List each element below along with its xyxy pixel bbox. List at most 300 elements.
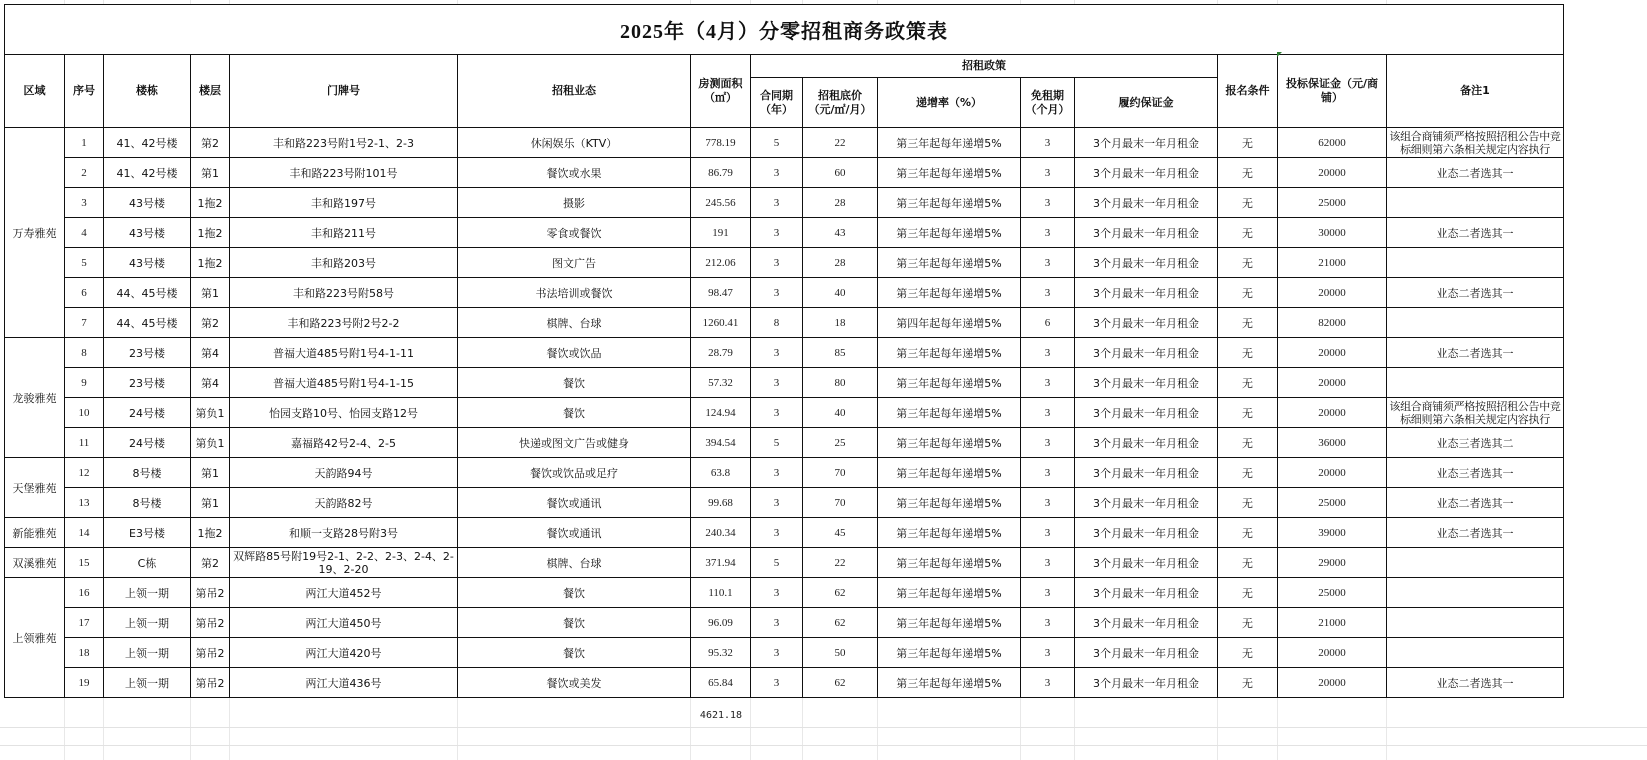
- row-price: 70: [803, 488, 878, 518]
- row-free-period: 3: [1021, 218, 1075, 248]
- row-area: 240.34: [691, 518, 751, 548]
- row-free-period: 3: [1021, 188, 1075, 218]
- row-seq: 6: [65, 278, 104, 308]
- row-building: C栋: [104, 548, 191, 578]
- row-performance-deposit: 3个月最末一年月租金: [1075, 398, 1218, 428]
- row-floor: 第负1: [191, 428, 230, 458]
- row-note: 业态二者选其一: [1387, 158, 1564, 188]
- row-eligibility: 无: [1218, 278, 1278, 308]
- row-price: 70: [803, 458, 878, 488]
- row-increase: 第三年起每年递增5%: [878, 188, 1021, 218]
- row-price: 40: [803, 398, 878, 428]
- row-note: [1387, 248, 1564, 278]
- header-eligibility: 报名条件: [1218, 55, 1278, 128]
- row-term: 3: [751, 158, 803, 188]
- row-floor: 第1: [191, 458, 230, 488]
- row-bid-deposit: 25000: [1278, 488, 1387, 518]
- header-floor: 楼层: [191, 55, 230, 128]
- row-free-period: 3: [1021, 248, 1075, 278]
- row-price: 40: [803, 278, 878, 308]
- row-free-period: 3: [1021, 278, 1075, 308]
- row-area: 28.79: [691, 338, 751, 368]
- row-increase: 第三年起每年递增5%: [878, 608, 1021, 638]
- row-performance-deposit: 3个月最末一年月租金: [1075, 428, 1218, 458]
- row-address: 两江大道452号: [230, 578, 458, 608]
- row-increase: 第三年起每年递增5%: [878, 158, 1021, 188]
- row-area: 95.32: [691, 638, 751, 668]
- row-eligibility: 无: [1218, 488, 1278, 518]
- row-term: 3: [751, 518, 803, 548]
- row-business: 餐饮: [458, 398, 691, 428]
- row-price: 28: [803, 248, 878, 278]
- row-seq: 11: [65, 428, 104, 458]
- row-area: 778.19: [691, 128, 751, 158]
- row-floor: 1拖2: [191, 188, 230, 218]
- row-increase: 第三年起每年递增5%: [878, 368, 1021, 398]
- row-business: 餐饮或通讯: [458, 488, 691, 518]
- row-seq: 3: [65, 188, 104, 218]
- row-note: [1387, 608, 1564, 638]
- row-free-period: 3: [1021, 128, 1075, 158]
- row-increase: 第三年起每年递增5%: [878, 428, 1021, 458]
- row-business: 图文广告: [458, 248, 691, 278]
- row-note: [1387, 368, 1564, 398]
- row-term: 8: [751, 308, 803, 338]
- header-increase: 递增率（%）: [878, 78, 1021, 128]
- row-eligibility: 无: [1218, 158, 1278, 188]
- row-eligibility: 无: [1218, 608, 1278, 638]
- row-term: 5: [751, 128, 803, 158]
- row-free-period: 3: [1021, 608, 1075, 638]
- row-floor: 第4: [191, 338, 230, 368]
- row-price: 62: [803, 608, 878, 638]
- table-row: [5, 188, 1564, 218]
- row-free-period: 3: [1021, 398, 1075, 428]
- row-seq: 13: [65, 488, 104, 518]
- row-area: 1260.41: [691, 308, 751, 338]
- row-building: 23号楼: [104, 368, 191, 398]
- row-term: 3: [751, 638, 803, 668]
- row-performance-deposit: 3个月最末一年月租金: [1075, 158, 1218, 188]
- row-address: 丰和路211号: [230, 218, 458, 248]
- row-seq: 15: [65, 548, 104, 578]
- row-free-period: 3: [1021, 368, 1075, 398]
- row-price: 28: [803, 188, 878, 218]
- row-floor: 第吊2: [191, 638, 230, 668]
- row-eligibility: 无: [1218, 248, 1278, 278]
- row-free-period: 3: [1021, 458, 1075, 488]
- row-bid-deposit: 20000: [1278, 638, 1387, 668]
- row-seq: 12: [65, 458, 104, 488]
- row-price: 62: [803, 578, 878, 608]
- row-area: 63.8: [691, 458, 751, 488]
- row-business: 书法培训或餐饮: [458, 278, 691, 308]
- table-row: [5, 248, 1564, 278]
- row-address: 天韵路94号: [230, 458, 458, 488]
- row-note: 业态三者选其二: [1387, 428, 1564, 458]
- row-increase: 第三年起每年递增5%: [878, 578, 1021, 608]
- row-term: 3: [751, 578, 803, 608]
- row-business: 餐饮: [458, 368, 691, 398]
- row-floor: 第4: [191, 368, 230, 398]
- row-building: 43号楼: [104, 188, 191, 218]
- row-area: 245.56: [691, 188, 751, 218]
- row-floor: 第1: [191, 158, 230, 188]
- row-building: 上领一期: [104, 668, 191, 698]
- row-building: 41、42号楼: [104, 128, 191, 158]
- header-term: 合同期（年）: [751, 78, 803, 128]
- row-note: [1387, 578, 1564, 608]
- table-row: [5, 428, 1564, 458]
- zone-cell: 双溪雅苑: [5, 548, 65, 578]
- row-business: 棋牌、台球: [458, 548, 691, 578]
- row-building: 24号楼: [104, 428, 191, 458]
- zone-cell: 万寿雅苑: [5, 128, 65, 338]
- row-business: 棋牌、台球: [458, 308, 691, 338]
- table-row: [5, 338, 1564, 368]
- row-building: 44、45号楼: [104, 308, 191, 338]
- row-term: 3: [751, 248, 803, 278]
- row-eligibility: 无: [1218, 638, 1278, 668]
- row-price: 18: [803, 308, 878, 338]
- row-floor: 第1: [191, 488, 230, 518]
- row-price: 60: [803, 158, 878, 188]
- row-address: 普福大道485号附1号4-1-15: [230, 368, 458, 398]
- row-business: 餐饮: [458, 608, 691, 638]
- row-address: 丰和路223号附1号2-1、2-3: [230, 128, 458, 158]
- row-building: 43号楼: [104, 248, 191, 278]
- row-address: 两江大道450号: [230, 608, 458, 638]
- row-increase: 第三年起每年递增5%: [878, 248, 1021, 278]
- table-row: [5, 608, 1564, 638]
- row-building: 23号楼: [104, 338, 191, 368]
- table-row: [5, 578, 1564, 608]
- row-bid-deposit: 20000: [1278, 158, 1387, 188]
- row-note: 业态二者选其一: [1387, 278, 1564, 308]
- policy-table: [4, 4, 1564, 698]
- row-eligibility: 无: [1218, 458, 1278, 488]
- row-seq: 14: [65, 518, 104, 548]
- row-seq: 5: [65, 248, 104, 278]
- table-row: [5, 368, 1564, 398]
- row-free-period: 3: [1021, 638, 1075, 668]
- row-price: 45: [803, 518, 878, 548]
- row-area: 371.94: [691, 548, 751, 578]
- row-bid-deposit: 29000: [1278, 548, 1387, 578]
- row-note: [1387, 308, 1564, 338]
- row-floor: 第2: [191, 128, 230, 158]
- row-performance-deposit: 3个月最末一年月租金: [1075, 368, 1218, 398]
- row-eligibility: 无: [1218, 668, 1278, 698]
- row-free-period: 3: [1021, 428, 1075, 458]
- row-floor: 1拖2: [191, 218, 230, 248]
- row-bid-deposit: 20000: [1278, 278, 1387, 308]
- row-bid-deposit: 39000: [1278, 518, 1387, 548]
- row-performance-deposit: 3个月最末一年月租金: [1075, 188, 1218, 218]
- row-eligibility: 无: [1218, 428, 1278, 458]
- row-free-period: 3: [1021, 548, 1075, 578]
- row-term: 3: [751, 608, 803, 638]
- row-area: 86.79: [691, 158, 751, 188]
- header-note: 备注1: [1387, 55, 1564, 128]
- row-building: 44、45号楼: [104, 278, 191, 308]
- row-eligibility: 无: [1218, 218, 1278, 248]
- zone-cell: 龙骏雅苑: [5, 338, 65, 458]
- row-address: 和顺一支路28号附3号: [230, 518, 458, 548]
- header-area: 房测面积（㎡）: [691, 55, 751, 128]
- row-performance-deposit: 3个月最末一年月租金: [1075, 488, 1218, 518]
- row-term: 3: [751, 218, 803, 248]
- row-note: 业态二者选其一: [1387, 668, 1564, 698]
- row-floor: 第负1: [191, 398, 230, 428]
- row-increase: 第三年起每年递增5%: [878, 218, 1021, 248]
- row-address: 丰和路223号附58号: [230, 278, 458, 308]
- row-performance-deposit: 3个月最末一年月租金: [1075, 638, 1218, 668]
- row-seq: 18: [65, 638, 104, 668]
- row-seq: 1: [65, 128, 104, 158]
- row-performance-deposit: 3个月最末一年月租金: [1075, 278, 1218, 308]
- row-bid-deposit: 20000: [1278, 368, 1387, 398]
- row-business: 餐饮或通讯: [458, 518, 691, 548]
- row-eligibility: 无: [1218, 188, 1278, 218]
- row-increase: 第三年起每年递增5%: [878, 128, 1021, 158]
- header-performance-deposit: 履约保证金: [1075, 78, 1218, 128]
- row-performance-deposit: 3个月最末一年月租金: [1075, 668, 1218, 698]
- row-term: 5: [751, 548, 803, 578]
- header-address: 门牌号: [230, 55, 458, 128]
- row-increase: 第三年起每年递增5%: [878, 548, 1021, 578]
- row-term: 3: [751, 668, 803, 698]
- row-bid-deposit: 25000: [1278, 188, 1387, 218]
- row-performance-deposit: 3个月最末一年月租金: [1075, 458, 1218, 488]
- row-seq: 19: [65, 668, 104, 698]
- row-area: 394.54: [691, 428, 751, 458]
- row-business: 摄影: [458, 188, 691, 218]
- row-free-period: 3: [1021, 668, 1075, 698]
- row-bid-deposit: 21000: [1278, 608, 1387, 638]
- sheet-gridline: [0, 727, 1647, 728]
- row-area: 212.06: [691, 248, 751, 278]
- row-address: 天韵路82号: [230, 488, 458, 518]
- row-eligibility: 无: [1218, 128, 1278, 158]
- row-performance-deposit: 3个月最末一年月租金: [1075, 548, 1218, 578]
- row-term: 3: [751, 398, 803, 428]
- row-term: 3: [751, 188, 803, 218]
- row-business: 快递或图文广告或健身: [458, 428, 691, 458]
- row-free-period: 3: [1021, 518, 1075, 548]
- row-business: 餐饮或饮品或足疗: [458, 458, 691, 488]
- row-area: 57.32: [691, 368, 751, 398]
- row-free-period: 3: [1021, 158, 1075, 188]
- row-address: 普福大道485号附1号4-1-11: [230, 338, 458, 368]
- row-increase: 第三年起每年递增5%: [878, 338, 1021, 368]
- row-bid-deposit: 82000: [1278, 308, 1387, 338]
- row-free-period: 6: [1021, 308, 1075, 338]
- row-business: 休闲娱乐（KTV）: [458, 128, 691, 158]
- sheet-gridline: [0, 745, 1647, 746]
- row-area: 124.94: [691, 398, 751, 428]
- table-row: [5, 668, 1564, 698]
- page-title: 2025年（4月）分零招租商务政策表: [5, 5, 1564, 55]
- row-note: 业态二者选其一: [1387, 338, 1564, 368]
- header-free-period: 免租期（个月）: [1021, 78, 1075, 128]
- row-eligibility: 无: [1218, 518, 1278, 548]
- row-business: 餐饮: [458, 578, 691, 608]
- row-increase: 第三年起每年递增5%: [878, 398, 1021, 428]
- row-note: 业态二者选其一: [1387, 218, 1564, 248]
- row-building: 43号楼: [104, 218, 191, 248]
- row-bid-deposit: 20000: [1278, 668, 1387, 698]
- row-price: 50: [803, 638, 878, 668]
- row-building: E3号楼: [104, 518, 191, 548]
- row-building: 8号楼: [104, 488, 191, 518]
- row-address: 丰和路223号附2号2-2: [230, 308, 458, 338]
- table-row: [5, 488, 1564, 518]
- row-increase: 第三年起每年递增5%: [878, 488, 1021, 518]
- row-bid-deposit: 20000: [1278, 398, 1387, 428]
- row-term: 5: [751, 428, 803, 458]
- row-bid-deposit: 30000: [1278, 218, 1387, 248]
- zone-cell: 天堡雅苑: [5, 458, 65, 518]
- table-row: [5, 548, 1564, 578]
- row-floor: 第2: [191, 308, 230, 338]
- row-building: 上领一期: [104, 638, 191, 668]
- row-building: 上领一期: [104, 608, 191, 638]
- row-performance-deposit: 3个月最末一年月租金: [1075, 128, 1218, 158]
- row-floor: 第1: [191, 278, 230, 308]
- header-bid-deposit: 投标保证金（元/商铺）: [1278, 55, 1387, 128]
- row-seq: 10: [65, 398, 104, 428]
- row-building: 41、42号楼: [104, 158, 191, 188]
- row-performance-deposit: 3个月最末一年月租金: [1075, 338, 1218, 368]
- row-bid-deposit: 21000: [1278, 248, 1387, 278]
- row-increase: 第三年起每年递增5%: [878, 458, 1021, 488]
- row-price: 22: [803, 128, 878, 158]
- row-term: 3: [751, 278, 803, 308]
- row-eligibility: 无: [1218, 338, 1278, 368]
- row-seq: 17: [65, 608, 104, 638]
- row-seq: 16: [65, 578, 104, 608]
- table-row: [5, 458, 1564, 488]
- row-area: 191: [691, 218, 751, 248]
- comment-marker-icon: [1277, 52, 1282, 57]
- row-address: 怡园支路10号、怡园支路12号: [230, 398, 458, 428]
- row-area: 110.1: [691, 578, 751, 608]
- table-row: [5, 518, 1564, 548]
- row-eligibility: 无: [1218, 578, 1278, 608]
- row-increase: 第三年起每年递增5%: [878, 278, 1021, 308]
- row-address: 丰和路223号附101号: [230, 158, 458, 188]
- row-business: 餐饮或美发: [458, 668, 691, 698]
- row-bid-deposit: 20000: [1278, 458, 1387, 488]
- row-building: 8号楼: [104, 458, 191, 488]
- row-performance-deposit: 3个月最末一年月租金: [1075, 518, 1218, 548]
- table-row: [5, 638, 1564, 668]
- row-free-period: 3: [1021, 338, 1075, 368]
- row-performance-deposit: 3个月最末一年月租金: [1075, 308, 1218, 338]
- row-note: 业态二者选其一: [1387, 488, 1564, 518]
- row-note: 业态三者选其一: [1387, 458, 1564, 488]
- row-address: 双辉路85号附19号2-1、2-2、2-3、2-4、2-19、2-20: [230, 548, 458, 578]
- row-area: 99.68: [691, 488, 751, 518]
- row-area: 65.84: [691, 668, 751, 698]
- row-seq: 2: [65, 158, 104, 188]
- row-bid-deposit: 20000: [1278, 338, 1387, 368]
- row-floor: 1拖2: [191, 248, 230, 278]
- row-term: 3: [751, 488, 803, 518]
- row-bid-deposit: 36000: [1278, 428, 1387, 458]
- row-note: [1387, 548, 1564, 578]
- row-floor: 第吊2: [191, 608, 230, 638]
- row-seq: 7: [65, 308, 104, 338]
- row-business: 餐饮或水果: [458, 158, 691, 188]
- row-seq: 8: [65, 338, 104, 368]
- row-term: 3: [751, 458, 803, 488]
- row-business: 零食或餐饮: [458, 218, 691, 248]
- area-total: 4621.18: [699, 710, 743, 721]
- table-row: [5, 278, 1564, 308]
- table-row: [5, 308, 1564, 338]
- row-increase: 第三年起每年递增5%: [878, 638, 1021, 668]
- row-building: 24号楼: [104, 398, 191, 428]
- row-address: 嘉福路42号2-4、2-5: [230, 428, 458, 458]
- row-performance-deposit: 3个月最末一年月租金: [1075, 248, 1218, 278]
- row-price: 80: [803, 368, 878, 398]
- row-floor: 第吊2: [191, 668, 230, 698]
- row-free-period: 3: [1021, 578, 1075, 608]
- row-note: [1387, 638, 1564, 668]
- header-building: 楼栋: [104, 55, 191, 128]
- row-area: 96.09: [691, 608, 751, 638]
- table-row: [5, 398, 1564, 428]
- row-price: 25: [803, 428, 878, 458]
- row-address: 两江大道436号: [230, 668, 458, 698]
- header-policy-group: 招租政策: [751, 55, 1218, 78]
- row-performance-deposit: 3个月最末一年月租金: [1075, 578, 1218, 608]
- header-business: 招租业态: [458, 55, 691, 128]
- row-address: 两江大道420号: [230, 638, 458, 668]
- row-area: 98.47: [691, 278, 751, 308]
- row-address: 丰和路197号: [230, 188, 458, 218]
- row-note: [1387, 188, 1564, 218]
- row-increase: 第三年起每年递增5%: [878, 668, 1021, 698]
- row-bid-deposit: 25000: [1278, 578, 1387, 608]
- row-performance-deposit: 3个月最末一年月租金: [1075, 608, 1218, 638]
- table-row: [5, 218, 1564, 248]
- zone-cell: 新能雅苑: [5, 518, 65, 548]
- row-term: 3: [751, 368, 803, 398]
- row-eligibility: 无: [1218, 368, 1278, 398]
- row-business: 餐饮或饮品: [458, 338, 691, 368]
- row-building: 上领一期: [104, 578, 191, 608]
- row-seq: 9: [65, 368, 104, 398]
- row-price: 22: [803, 548, 878, 578]
- row-eligibility: 无: [1218, 308, 1278, 338]
- table-row: [5, 128, 1564, 158]
- header-base-price: 招租底价（元/㎡/月）: [803, 78, 878, 128]
- row-increase: 第三年起每年递增5%: [878, 518, 1021, 548]
- row-seq: 4: [65, 218, 104, 248]
- row-floor: 第2: [191, 548, 230, 578]
- row-note: 该组合商铺须严格按照招租公告中竞标细则第六条相关规定内容执行: [1387, 128, 1564, 158]
- row-business: 餐饮: [458, 638, 691, 668]
- row-note: 业态二者选其一: [1387, 518, 1564, 548]
- row-floor: 第吊2: [191, 578, 230, 608]
- row-eligibility: 无: [1218, 548, 1278, 578]
- row-term: 3: [751, 338, 803, 368]
- row-performance-deposit: 3个月最末一年月租金: [1075, 218, 1218, 248]
- header-zone: 区域: [5, 55, 65, 128]
